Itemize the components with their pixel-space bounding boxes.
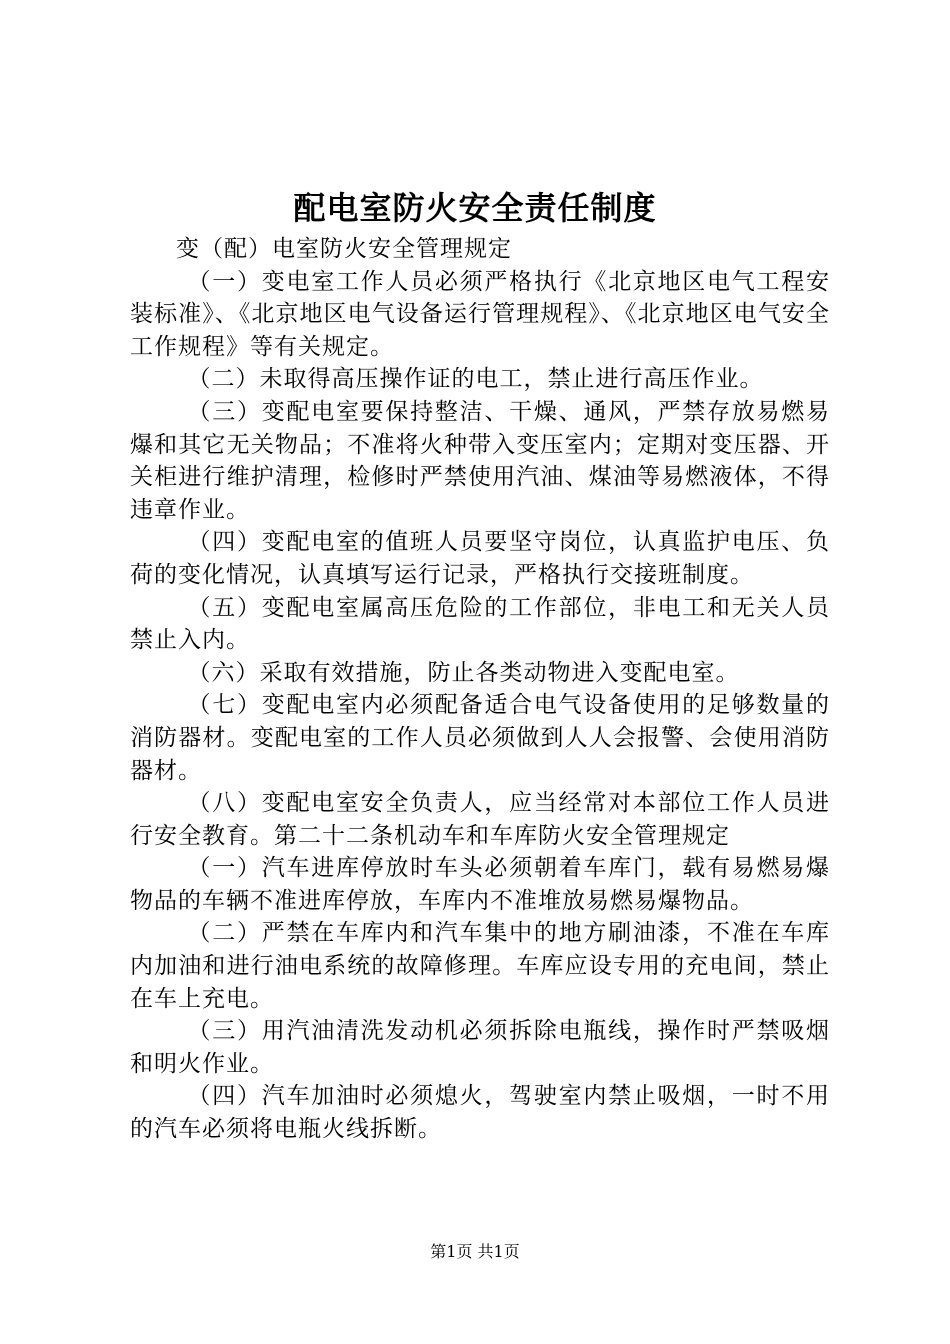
paragraph-item: （二）严禁在车库内和汽车集中的地方刷油漆，不准在车库内加油和进行油电系统的故障修理。车库应设专用的充电间，禁止在车上充电。 xyxy=(130,920,830,1012)
document-body xyxy=(130,233,830,1146)
section-heading: 变（配）电室防火安全管理规定 xyxy=(176,236,512,262)
page-footer: 第1页 共1页 xyxy=(430,1242,520,1261)
paragraph-item: （二）未取得高压操作证的电工，禁止进行高压作业。 xyxy=(187,366,764,393)
document-title: 配电室防火安全责任制度 xyxy=(293,189,657,227)
paragraph-item: （四）汽车加油时必须熄火，驾驶室内禁止吸烟，一时不用的汽车必须将电瓶火线拆断。 xyxy=(130,1083,830,1143)
paragraph-item: （六）采取有效措施，防止各类动物进入变配电室。 xyxy=(187,659,740,686)
paragraph-item: （五）变配电室属高压危险的工作部位，非电工和无关人员禁止入内。 xyxy=(130,594,830,654)
paragraph-item: （八）变配电室安全负责人，应当经常对本部位工作人员进行安全教育。第二十二条机动车和车库防火安全管理规定 xyxy=(130,790,830,849)
paragraph-item: （一）汽车进库停放时车头必须朝着车库门，载有易燃易爆物品的车辆不准进库停放，车库内不准堆放易燃易爆物品。 xyxy=(130,855,830,914)
paragraph-item: （三）变配电室要保持整洁、干燥、通风，严禁存放易燃易爆和其它无关物品；不准将火种带入变压室内；定期对变压器、开关柜进行维护清理，检修时严禁使用汽油、煤油等易燃液体，不得违章作业。 xyxy=(130,398,830,523)
paragraph-item: （四）变配电室的值班人员要坚守岗位，认真监护电压、负荷的变化情况，认真填写运行记录，严格执行交接班制度。 xyxy=(130,529,830,588)
paragraph-item: （七）变配电室内必须配备适合电气设备使用的足够数量的消防器材。变配电室的工作人员必须做到人人会报警、会使用消防器材。 xyxy=(130,692,830,784)
paragraph-item: （一）变电室工作人员必须严格执行《北京地区电气工程安装标准》、《北京地区电气设备运行管理规程》、《北京地区电气安全工作规程》等有关规定。 xyxy=(130,268,830,360)
paragraph-item: （三）用汽油清洗发动机必须拆除电瓶线，操作时严禁吸烟和明火作业。 xyxy=(130,1018,830,1077)
